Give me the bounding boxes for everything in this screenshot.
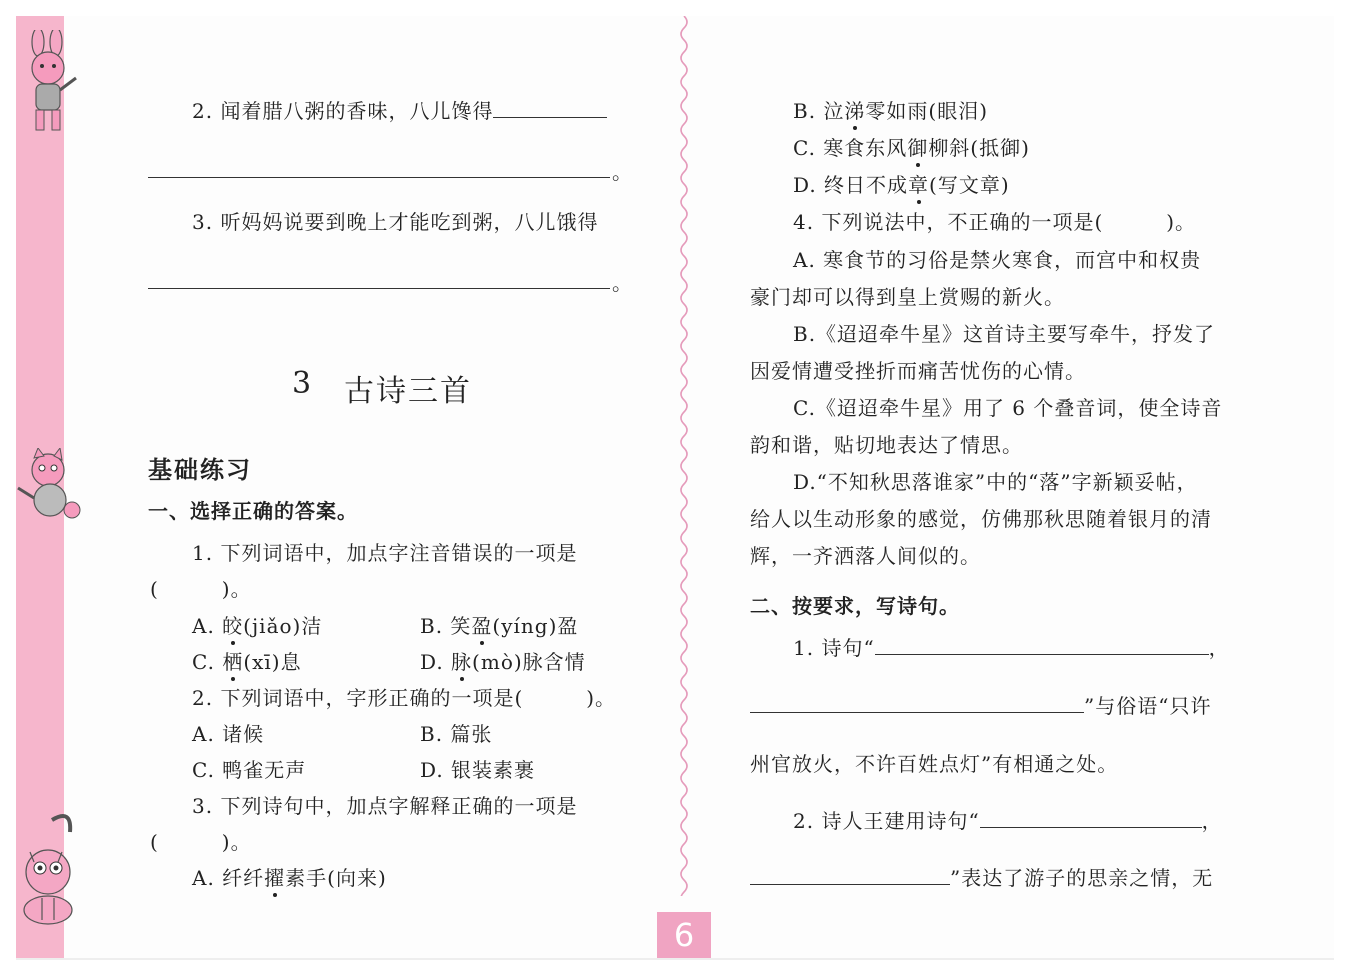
- write-question-2-line2: [750, 866, 1213, 890]
- fill-question-2: [192, 99, 607, 123]
- mc2-option-b[interactable]: B. 篇张: [420, 722, 493, 746]
- mc2-stem: 2. 下列词语中，字形正确的一项是( )。: [192, 686, 617, 710]
- answer-line[interactable]: [148, 288, 610, 289]
- center-divider: [677, 16, 691, 896]
- option-text: (写文章): [929, 173, 1010, 197]
- dotted-char: 皎: [222, 614, 244, 638]
- option-label: C.: [192, 650, 223, 674]
- mc2-option-c[interactable]: C. 鸭雀无声: [192, 758, 307, 782]
- option-label: A.: [192, 614, 223, 638]
- option-label: B. 笑: [420, 614, 472, 638]
- mc1-option-b[interactable]: [420, 614, 578, 638]
- answer-line[interactable]: [148, 177, 610, 178]
- option-text: (jiǎo)洁: [243, 614, 323, 638]
- period: 。: [612, 160, 633, 184]
- dotted-char: 涕: [844, 99, 866, 123]
- mc3-option-d[interactable]: [793, 173, 1010, 197]
- write-question-2: [793, 809, 1223, 833]
- option-label: D.: [420, 650, 452, 674]
- tiger-icon: [12, 812, 90, 932]
- section-title: 基础练习: [148, 455, 252, 484]
- mc3-option-c[interactable]: [793, 136, 1030, 160]
- mc3-option-a[interactable]: [192, 866, 387, 890]
- mc4-option-d-cont: 给人以生动形象的感觉，仿佛那秋思随着银月的清: [750, 507, 1212, 531]
- cat-icon: [14, 448, 86, 528]
- option-text: (yíng)盈: [492, 614, 579, 638]
- question-text: 2. 诗人王建用诗句“: [793, 809, 980, 833]
- dotted-char: 擢: [264, 866, 286, 890]
- dotted-char: 脉: [451, 650, 473, 674]
- mc4-option-c-cont: 韵和谐，贴切地表达了情思。: [750, 433, 1023, 457]
- mc1-stem: 1. 下列词语中，加点字注音错误的一项是: [192, 541, 578, 565]
- option-label: A. 纤纤: [192, 866, 265, 890]
- dotted-char: 盈: [471, 614, 493, 638]
- mc4-option-b-cont: 因爱情遭受挫折而痛苦忧伤的心情。: [750, 359, 1086, 383]
- page-edge: [16, 958, 1334, 960]
- part1-heading: 一、选择正确的答案。: [148, 499, 358, 523]
- option-text: 零如雨(眼泪): [865, 99, 989, 123]
- question-text: ”与俗语“只许: [1084, 694, 1212, 718]
- write-question-1-line3: 州官放火，不许百姓点灯”有相通之处。: [750, 752, 1119, 776]
- mc3-option-b[interactable]: [793, 99, 988, 123]
- mc2-option-d[interactable]: D. 银装素裹: [420, 758, 536, 782]
- option-text: (xī)息: [243, 650, 302, 674]
- answer-blank[interactable]: [875, 636, 1209, 655]
- dotted-char: 御: [907, 136, 929, 160]
- option-text: 素手(向来): [285, 866, 387, 890]
- mc1-option-d[interactable]: [420, 650, 586, 674]
- dotted-char: 栖: [222, 650, 244, 674]
- mc4-option-a[interactable]: A. 寒食节的习俗是禁火寒食，而宫中和权贵: [793, 248, 1202, 272]
- lesson-title: 古诗三首: [344, 374, 472, 409]
- mc4-option-b[interactable]: B.《迢迢牵牛星》这首诗主要写牵牛，抒发了: [793, 322, 1216, 346]
- answer-blank[interactable]: [750, 694, 1084, 713]
- write-question-1-line2: [750, 694, 1211, 718]
- mc3-stem: 3. 下列诗句中，加点字解释正确的一项是: [192, 794, 578, 818]
- mc4-option-a-cont: 豪门却可以得到皇上赏赐的新火。: [750, 285, 1065, 309]
- write-question-1: [793, 636, 1230, 660]
- option-text: (mò)脉含情: [472, 650, 586, 674]
- mc4-option-d[interactable]: D.“不知秋思落谁家”中的“落”字新颖妥帖，: [793, 470, 1198, 494]
- rabbit-icon: [10, 30, 88, 140]
- mc1-paren[interactable]: ( )。: [150, 577, 252, 601]
- mc4-option-d-cont: 辉，一齐洒落人间似的。: [750, 544, 981, 568]
- option-label: B. 泣: [793, 99, 845, 123]
- answer-blank[interactable]: [980, 809, 1202, 828]
- period: 。: [612, 271, 633, 295]
- option-text: 柳斜(抵御): [928, 136, 1030, 160]
- lesson-number: 3: [292, 366, 314, 401]
- comma: ，: [1208, 636, 1230, 660]
- fill-question-2-text: 2. 闻着腊八粥的香味，八儿馋得: [192, 99, 494, 123]
- page-number: 6: [657, 912, 711, 958]
- mc2-option-a[interactable]: A. 诸候: [192, 722, 265, 746]
- mc1-option-c[interactable]: [192, 650, 302, 674]
- option-label: D. 终日不成: [793, 173, 909, 197]
- answer-blank[interactable]: [493, 99, 607, 118]
- option-label: C. 寒食东风: [793, 136, 908, 160]
- mc4-option-c[interactable]: C.《迢迢牵牛星》用了 6 个叠音词，使全诗音: [793, 396, 1223, 420]
- answer-blank[interactable]: [750, 866, 950, 885]
- question-text: 1. 诗句“: [793, 636, 875, 660]
- mc1-option-a[interactable]: [192, 614, 322, 638]
- question-text: ”表达了游子的思亲之情，无: [950, 866, 1214, 890]
- part2-heading: 二、按要求，写诗句。: [750, 594, 960, 618]
- comma: ，: [1201, 809, 1223, 833]
- mc3-paren[interactable]: ( )。: [150, 830, 252, 854]
- mc4-stem: 4. 下列说法中，不正确的一项是( )。: [793, 210, 1197, 234]
- dotted-char: 章: [908, 173, 930, 197]
- fill-question-3: 3. 听妈妈说要到晚上才能吃到粥，八儿饿得: [192, 210, 599, 234]
